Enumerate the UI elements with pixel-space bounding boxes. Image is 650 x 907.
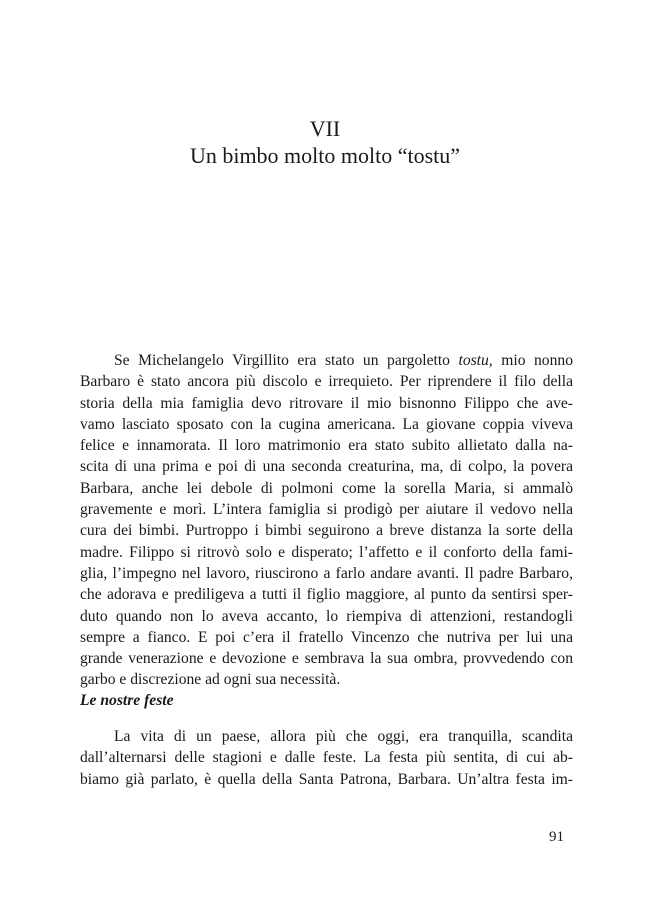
text-line: felice e innamorata. Il loro matrimonio era stato subito allietato dalla na- — [80, 437, 573, 455]
text-line: biamo già parlato, è quella della Santa Patrona, Barbara. Un’altra festa im- — [80, 770, 573, 788]
text-line: glia, l’impegno nel lavoro, riuscirono a farlo andare avanti. Il padre Barbaro, — [80, 564, 573, 582]
text-line: scita di una prima e poi di una seconda creaturina, ma, di colpo, la povera — [80, 458, 573, 476]
chapter-title: Un bimbo molto molto “tostu” — [189, 143, 461, 168]
text-line: madre. Filippo si ritrovò solo e disperato; l’affetto e il conforto della fami- — [80, 543, 573, 561]
text-line: gravemente e morì. L’intera famiglia si prodigò per aiutare il vedovo nella — [80, 501, 573, 519]
text-line: che adorava e prediligeva a tutti il figlio maggiore, al punto da sentirsi sper- — [80, 586, 573, 604]
text-line: grande venerazione e devozione e sembrava la sua ombra, provvedendo con — [80, 650, 573, 668]
paragraph-2 — [80, 726, 573, 790]
chapter-number: VII — [309, 116, 341, 141]
text-line: Barbaro è stato ancora più discolo e irrequieto. Per riprendere il filo della — [80, 373, 573, 391]
text-line: cura dei bimbi. Purtroppo i bimbi seguirono a breve distanza la sorte della — [80, 522, 573, 540]
section-heading: Le nostre feste — [80, 692, 174, 709]
paragraph-1 — [80, 350, 573, 691]
text-line: Se Michelangelo Virgillito era stato un pargoletto tostu, mio nonno — [114, 352, 573, 369]
text-line: duto quando non lo aveva accanto, lo riempiva di attenzioni, restandogli — [80, 607, 573, 625]
text-line: storia della mia famiglia devo ritrovare il mio bisnonno Filippo che ave- — [80, 394, 573, 412]
text-line: sempre a fianco. E poi c’era il fratello Vincenzo che nutriva per lui una — [80, 628, 573, 646]
text-line: garbo e discrezione ad ogni sua necessità. — [80, 671, 341, 689]
text-line: Barbara, anche lei debole di polmoni come la sorella Maria, si ammalò — [80, 479, 573, 497]
text-line: vamo lasciato sposato con la cugina americana. La giovane coppia viveva — [80, 415, 573, 433]
text-line: dall’alternarsi delle stagioni e dalle feste. La festa più sentita, di cui ab- — [80, 749, 573, 767]
page-number: 91 — [549, 829, 564, 845]
text-line: La vita di un paese, allora più che oggi, era tranquilla, scandita — [114, 728, 573, 745]
